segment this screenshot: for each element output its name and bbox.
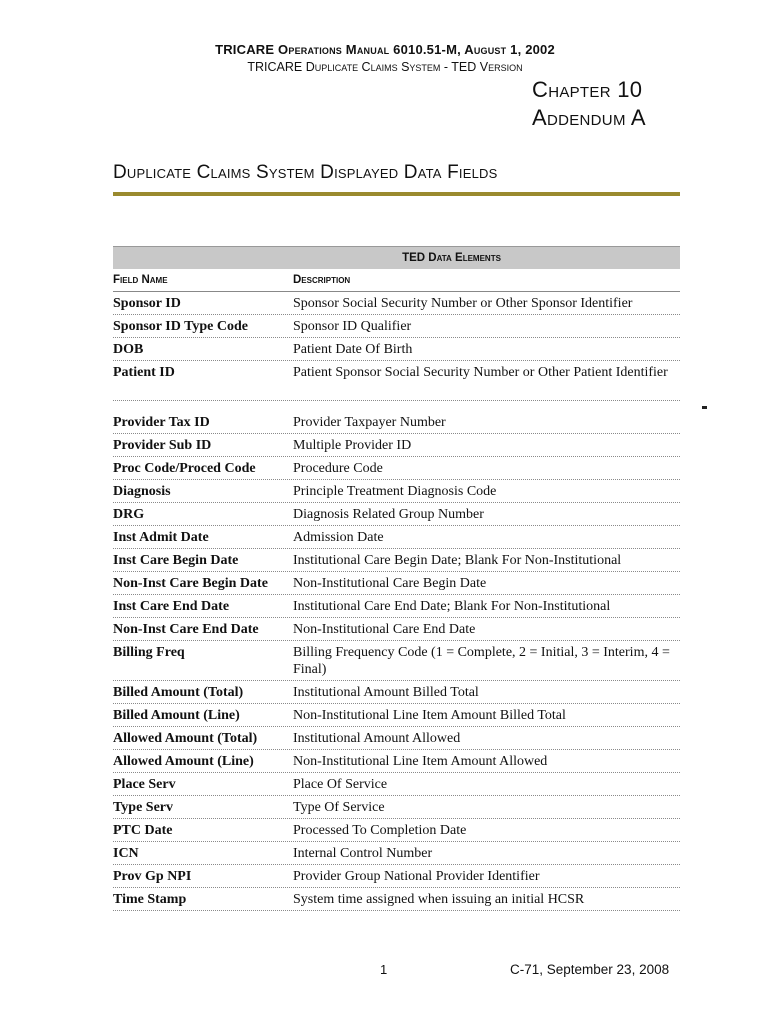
description-cell: Processed To Completion Date — [293, 823, 467, 838]
field-name-cell: DRG — [113, 507, 145, 522]
table-caption: TED Data Elements — [113, 246, 680, 269]
description-cell: Institutional Care End Date; Blank For Non-Institutional — [293, 599, 611, 614]
field-name-cell: Billing Freq — [113, 645, 185, 660]
table-row — [113, 750, 680, 773]
table-row — [113, 888, 680, 911]
field-name-cell: Non-Inst Care End Date — [113, 622, 259, 637]
description-cell: Billing Frequency Code (1 = Complete, 2 = Initial, 3 = Interim, 4 = Final) — [293, 645, 670, 677]
description-cell: Sponsor Social Security Number or Other Sponsor Identifier — [293, 296, 633, 311]
table-row — [113, 865, 680, 888]
field-name-cell: Proc Code/Proced Code — [113, 461, 256, 476]
table-row — [113, 572, 680, 595]
description-cell: System time assigned when issuing an initial HCSR — [293, 892, 585, 907]
description-cell: Multiple Provider ID — [293, 438, 412, 453]
field-name-cell: PTC Date — [113, 823, 173, 838]
table-row — [113, 681, 680, 704]
field-name-cell: Diagnosis — [113, 484, 171, 499]
table-row — [113, 819, 680, 842]
footer-date: C-71, September 23, 2008 — [510, 962, 670, 977]
field-name-cell: Allowed Amount (Total) — [113, 731, 258, 746]
change-bar-mark — [702, 406, 707, 409]
table-row — [113, 434, 680, 457]
field-name-cell: ICN — [113, 846, 139, 861]
page-number: 1 — [380, 962, 388, 977]
description-cell: Non-Institutional Care Begin Date — [293, 576, 487, 591]
table-row — [113, 618, 680, 641]
description-cell: Patient Date Of Birth — [293, 342, 413, 357]
description-cell: Provider Taxpayer Number — [293, 415, 446, 430]
chapter-label: Chapter 10 — [532, 77, 643, 102]
table-row — [113, 727, 680, 750]
description-cell: Institutional Care Begin Date; Blank For Non-Institutional — [293, 553, 622, 568]
field-name-cell: Provider Tax ID — [113, 415, 210, 430]
table-row — [113, 503, 680, 526]
description-cell: Admission Date — [293, 530, 384, 545]
field-name-cell: Place Serv — [113, 777, 176, 792]
table-row — [113, 773, 680, 796]
field-name-cell: Time Stamp — [113, 892, 187, 907]
description-cell: Institutional Amount Allowed — [293, 731, 461, 746]
table-row — [113, 292, 680, 315]
description-cell: Principle Treatment Diagnosis Code — [293, 484, 497, 499]
table-row — [113, 704, 680, 727]
description-cell: Provider Group National Provider Identifier — [293, 869, 540, 884]
description-cell: Non-Institutional Line Item Amount Allowed — [293, 754, 548, 769]
title-divider — [113, 192, 680, 196]
manual-subtitle: TRICARE Duplicate Claims System - TED Version — [247, 60, 523, 74]
table-row — [113, 480, 680, 503]
field-name-cell: Provider Sub ID — [113, 438, 212, 453]
description-cell: Sponsor ID Qualifier — [293, 319, 412, 334]
field-name-cell: Sponsor ID — [113, 296, 181, 311]
table-row — [113, 338, 680, 361]
description-cell: Diagnosis Related Group Number — [293, 507, 484, 522]
table-body — [113, 292, 680, 911]
table-row — [113, 595, 680, 618]
manual-title: TRICARE Operations Manual 6010.51-M, August 1, 2002 — [215, 42, 555, 57]
field-name-cell: Inst Admit Date — [113, 530, 209, 545]
table-row — [113, 526, 680, 549]
field-name-cell: Non-Inst Care Begin Date — [113, 576, 268, 591]
field-name-cell: DOB — [113, 342, 144, 357]
table-row — [113, 457, 680, 480]
field-name-cell: Prov Gp NPI — [113, 869, 192, 884]
description-cell: Internal Control Number — [293, 846, 433, 861]
table-row — [113, 796, 680, 819]
description-cell: Non-Institutional Care End Date — [293, 622, 476, 637]
field-name-cell: Patient ID — [113, 365, 175, 380]
table-row — [113, 641, 680, 681]
description-cell: Place Of Service — [293, 777, 388, 792]
chapter-block — [532, 76, 646, 132]
column-header-field-name: Field Name — [113, 274, 168, 286]
description-cell: Patient Sponsor Social Security Number or Other Patient Identifier — [293, 365, 668, 380]
field-name-cell: Sponsor ID Type Code — [113, 319, 248, 334]
description-cell: Institutional Amount Billed Total — [293, 685, 479, 700]
field-name-cell: Inst Care Begin Date — [113, 553, 239, 568]
table-header-row — [113, 269, 680, 292]
data-elements-table — [113, 246, 680, 911]
field-name-cell: Allowed Amount (Line) — [113, 754, 254, 769]
description-cell: Non-Institutional Line Item Amount Billed Total — [293, 708, 566, 723]
table-row — [113, 411, 680, 434]
page-title: Duplicate Claims System Displayed Data Fields — [113, 162, 498, 183]
field-name-cell: Inst Care End Date — [113, 599, 230, 614]
column-header-description: Description — [293, 274, 351, 286]
table-row — [113, 842, 680, 865]
addendum-label: Addendum A — [532, 105, 646, 130]
table-row — [113, 549, 680, 572]
table-row — [113, 315, 680, 338]
field-name-cell: Type Serv — [113, 800, 174, 815]
field-name-cell: Billed Amount (Total) — [113, 685, 244, 700]
table-row — [113, 361, 680, 401]
description-cell: Type Of Service — [293, 800, 385, 815]
description-cell: Procedure Code — [293, 461, 383, 476]
field-name-cell: Billed Amount (Line) — [113, 708, 240, 723]
